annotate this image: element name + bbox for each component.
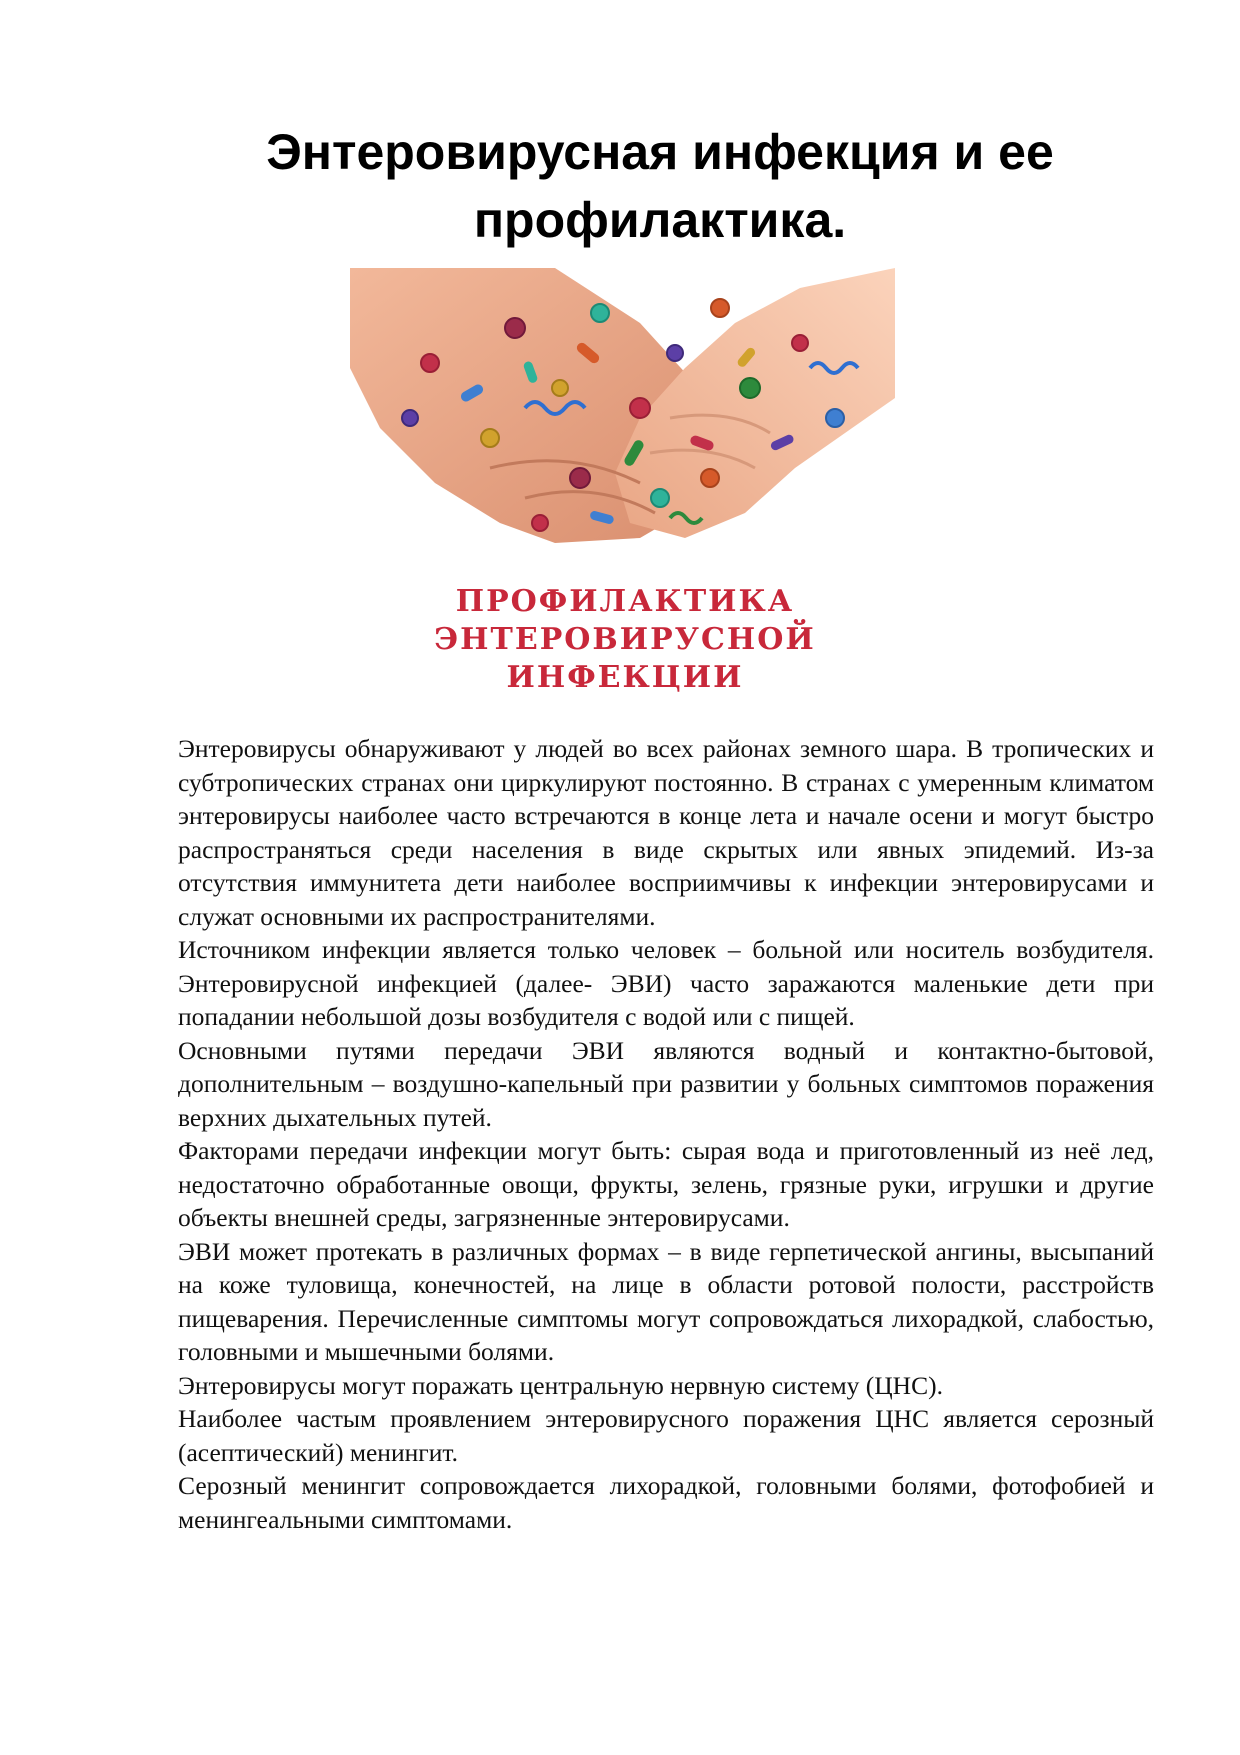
paragraph: Энтеровирусы могут поражать центральную нервную систему (ЦНС).: [178, 1370, 943, 1400]
poster-caption-line-1: ПРОФИЛАКТИКА: [455, 584, 795, 619]
paragraph: Факторами передачи инфекции могут быть: сырая вода и приготовленный из неё лед, недостаточно обработанные овощи, фрукты, зелень, грязные руки, игрушки и другие объекты внешней среды, загрязненные энтеровирусами.: [178, 1136, 1154, 1232]
poster-caption: [390, 583, 860, 697]
poster-caption-line-2: ЭНТЕРОВИРУСНОЙ: [434, 622, 816, 657]
paragraph: ЭВИ может протекать в различных формах – в виде герпетической ангины, высыпаний на коже туловища, конечностей, на лице в области ротовой полости, расстройств пищеварения. Перечисленные симптомы могут сопровождаться лихорадкой, слабостью, головными и мышечными болями.: [178, 1236, 1154, 1366]
title-line-2: профилактика.: [473, 192, 847, 248]
poster-caption-line-3: ИНФЕКЦИИ: [506, 660, 744, 695]
paragraph: Энтеровирусы обнаруживают у людей во всех районах земного шара. В тропических и субтропических странах они циркулируют постоянно. В странах с умеренным климатом энтеровирусы наиболее часто встречаются в конце лета и начале осени и могут быстро распространяться среди населения в виде скрытых или явных эпидемий. Из-за отсутствия иммунитета дети наиболее восприимчивы к инфекции энтеровирусами и служат основными их распространителями.: [178, 734, 1154, 931]
paragraph: Наиболее частым проявлением энтеровирусного поражения ЦНС является серозный (асептический) менингит.: [178, 1404, 1154, 1467]
paragraph: Серозный менингит сопровождается лихорадкой, головными болями, фотофобией и менингеальными симптомами.: [178, 1471, 1154, 1534]
page-title: [160, 118, 1160, 254]
body-text: [178, 732, 1154, 1536]
title-line-1: Энтеровирусная инфекция и ее: [266, 124, 1054, 180]
paragraph: Источником инфекции является только человек – больной или носитель возбудителя. Энтеровирусной инфекцией (далее- ЭВИ) часто заражаются маленькие дети при попадании небольшой дозы возбудителя с водой или с пищей.: [178, 935, 1154, 1031]
paragraph: Основными путями передачи ЭВИ являются водный и контактно-бытовой, дополнительным – воздушно-капельный при развитии у больных симптомов поражения верхних дыхательных путей.: [178, 1035, 1154, 1132]
